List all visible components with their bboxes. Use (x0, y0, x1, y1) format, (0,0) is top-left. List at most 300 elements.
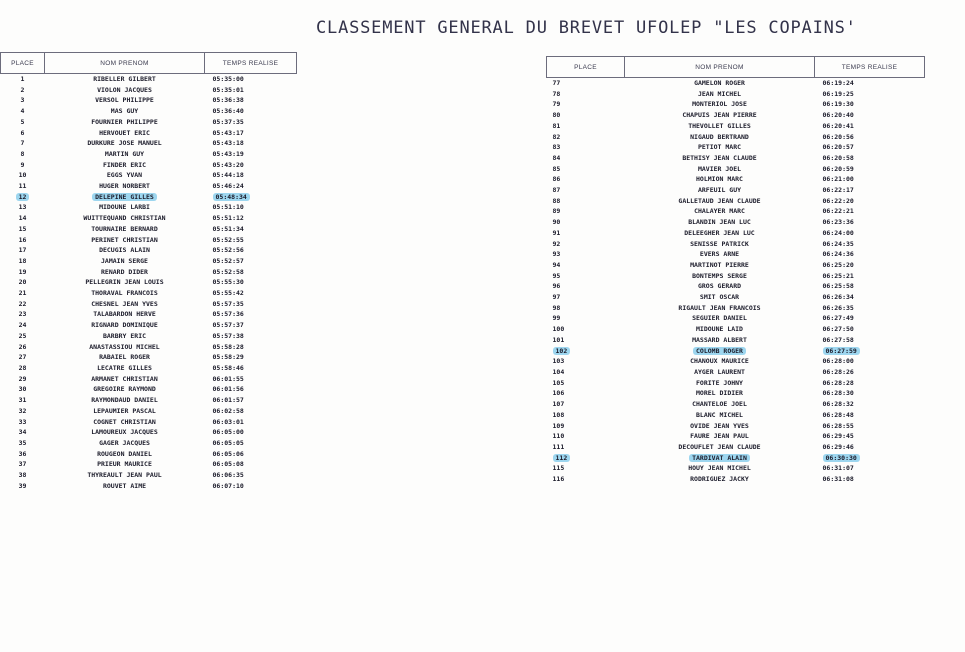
place-cell-text: 102 (553, 347, 571, 355)
name-cell-text: SMIT OSCAR (699, 293, 740, 302)
name-cell-text: GAGER JACQUES (99, 438, 150, 447)
place-cell (547, 410, 625, 421)
time-cell (815, 89, 925, 100)
name-cell (625, 367, 815, 378)
table-row (1, 170, 297, 181)
time-cell (815, 367, 925, 378)
time-cell (815, 474, 925, 485)
place-cell (1, 449, 45, 460)
time-cell (815, 313, 925, 324)
name-cell-text: MOREL DIDIER (696, 389, 743, 398)
time-cell (205, 170, 297, 181)
place-cell-text: 105 (552, 378, 565, 387)
place-cell (1, 245, 45, 256)
place-cell (1, 128, 45, 139)
table-row (547, 292, 925, 303)
time-cell (205, 149, 297, 160)
place-cell-text: 83 (552, 143, 561, 152)
name-cell-text: CHESNEL JEAN YVES (91, 299, 158, 308)
place-cell (547, 399, 625, 410)
place-cell-text: 6 (20, 128, 25, 137)
place-cell-text: 80 (552, 111, 561, 120)
table-row (1, 438, 297, 449)
table-row (1, 117, 297, 128)
place-cell-text: 18 (18, 256, 27, 265)
name-cell (45, 427, 205, 438)
name-cell (45, 374, 205, 385)
name-cell (45, 192, 205, 203)
place-cell-text: 107 (552, 400, 565, 409)
table-row (1, 288, 297, 299)
name-cell-text: CHANTELOE JOEL (692, 400, 747, 409)
time-cell-text: 06:05:05 (212, 438, 244, 447)
column-header-place: PLACE (1, 53, 45, 74)
time-cell-text: 05:46:24 (212, 182, 244, 191)
name-cell-text: BLANC MICHEL (696, 410, 743, 419)
time-cell-text: 06:28:32 (822, 400, 854, 409)
time-cell (815, 142, 925, 153)
name-cell-text: DURKURE JOSE MANUEL (87, 139, 162, 148)
name-cell (45, 245, 205, 256)
name-cell-text: BARBRY ERIC (102, 331, 147, 340)
name-cell (45, 320, 205, 331)
place-cell (547, 239, 625, 250)
place-cell-text: 93 (552, 250, 561, 259)
place-cell (547, 463, 625, 474)
time-cell-text: 06:19:24 (822, 79, 854, 87)
table-row (547, 121, 925, 132)
place-cell-text: 116 (552, 475, 565, 484)
time-cell (205, 192, 297, 203)
name-cell (45, 481, 205, 492)
time-cell-text: 05:51:10 (212, 203, 244, 212)
name-cell-text: PERINET CHRISTIAN (91, 235, 158, 244)
place-cell (1, 459, 45, 470)
time-cell-text: 05:55:30 (212, 278, 244, 287)
name-cell (625, 110, 815, 121)
name-cell (625, 89, 815, 100)
name-cell-text: OVIDE JEAN YVES (690, 421, 749, 430)
time-cell-text: 06:24:35 (822, 239, 854, 248)
name-cell (45, 406, 205, 417)
place-cell (547, 335, 625, 346)
name-cell-text: PELLEGRIN JEAN LOUIS (85, 278, 164, 287)
place-cell-text: 22 (18, 299, 27, 308)
place-cell (1, 170, 45, 181)
column-header-place: PLACE (547, 57, 625, 78)
place-cell (1, 235, 45, 246)
time-cell (815, 121, 925, 132)
place-cell (1, 481, 45, 492)
place-cell (1, 342, 45, 353)
table-row (1, 256, 297, 267)
name-cell (45, 470, 205, 481)
table-row (1, 395, 297, 406)
place-cell-text: 82 (552, 132, 561, 141)
place-cell-text: 33 (18, 417, 27, 426)
name-cell-text: RAYMONDAUD DANIEL (91, 396, 158, 405)
name-cell-text: GREGOIRE RAYMOND (93, 385, 156, 394)
name-cell (625, 239, 815, 250)
name-cell (45, 74, 205, 85)
time-cell-text: 06:20:41 (822, 121, 854, 130)
name-cell (45, 331, 205, 342)
name-cell (45, 417, 205, 428)
time-cell-text: 06:07:10 (212, 481, 244, 490)
time-cell-text: 06:26:34 (822, 293, 854, 302)
name-cell-text: DECOUFLET JEAN CLAUDE (678, 442, 761, 451)
name-cell-text: LEPAUMIER PASCAL (93, 406, 156, 415)
name-cell (625, 410, 815, 421)
column-header-time: TEMPS REALISE (205, 53, 297, 74)
place-cell-text: 39 (18, 481, 27, 490)
place-cell-text: 37 (18, 460, 27, 469)
place-cell (1, 363, 45, 374)
place-cell (1, 309, 45, 320)
time-cell (815, 303, 925, 314)
time-cell-text: 06:27:49 (822, 314, 854, 323)
table-row (547, 185, 925, 196)
time-cell (205, 277, 297, 288)
time-cell-text: 06:19:30 (822, 100, 854, 109)
time-cell-text: 06:25:21 (822, 271, 854, 280)
name-cell-text: THYREAULT JEAN PAUL (87, 471, 162, 480)
time-cell-text: 05:44:18 (212, 171, 244, 180)
place-cell-text: 23 (18, 310, 27, 319)
table-header-row (1, 53, 297, 74)
place-cell-text: 106 (552, 389, 565, 398)
place-cell-text: 32 (18, 406, 27, 415)
place-cell-text: 26 (18, 342, 27, 351)
table-row (547, 217, 925, 228)
name-cell-text: EGGS YVAN (106, 171, 143, 180)
name-cell (45, 267, 205, 278)
name-cell (625, 78, 815, 89)
time-cell-text: 05:35:01 (212, 85, 244, 94)
name-cell-text: AYGER LAURENT (694, 367, 745, 376)
time-cell-text: 06:28:28 (822, 378, 854, 387)
time-cell-text: 06:23:36 (822, 218, 854, 227)
time-cell-text: 06:30:30 (823, 454, 860, 462)
time-cell (205, 374, 297, 385)
place-cell-text: 35 (18, 438, 27, 447)
place-cell-text: 115 (552, 464, 565, 473)
table-row (1, 459, 297, 470)
place-cell-text: 79 (552, 100, 561, 109)
time-cell-text: 05:58:29 (212, 353, 244, 362)
time-cell-text: 06:22:17 (822, 186, 854, 195)
place-cell (547, 346, 625, 357)
name-cell-text: ROUVET AIME (102, 481, 147, 490)
place-cell-text: 1 (20, 75, 25, 83)
name-cell-text: MARTINOT PIERRE (690, 260, 749, 269)
time-cell-text: 06:20:59 (822, 164, 854, 173)
place-cell-text: 90 (552, 218, 561, 227)
name-cell (45, 170, 205, 181)
column-header-time: TEMPS REALISE (815, 57, 925, 78)
place-cell-text: 85 (552, 164, 561, 173)
time-cell (815, 239, 925, 250)
name-cell (45, 128, 205, 139)
time-cell (205, 481, 297, 492)
place-cell-text: 4 (20, 107, 25, 116)
name-cell-text: THORAVAL FRANCOIS (91, 289, 158, 298)
time-cell (205, 320, 297, 331)
place-cell-text: 3 (20, 96, 25, 105)
time-cell (205, 224, 297, 235)
time-cell (815, 324, 925, 335)
place-cell (547, 271, 625, 282)
place-cell-text: 110 (552, 432, 565, 441)
place-cell (547, 249, 625, 260)
table-row (547, 335, 925, 346)
place-cell-text: 13 (18, 203, 27, 212)
time-cell-text: 06:05:08 (212, 460, 244, 469)
time-cell (815, 99, 925, 110)
place-cell (547, 228, 625, 239)
table-row (1, 374, 297, 385)
name-cell-text: RENARD DIDER (101, 267, 148, 276)
table-row (1, 224, 297, 235)
name-cell-text: TOURNAIRE BERNARD (91, 224, 158, 233)
place-cell-text: 111 (552, 442, 565, 451)
place-cell-text: 31 (18, 396, 27, 405)
place-cell-text: 25 (18, 331, 27, 340)
time-cell (815, 378, 925, 389)
time-cell (205, 288, 297, 299)
time-cell (205, 117, 297, 128)
time-cell (205, 438, 297, 449)
place-cell-text: 109 (552, 421, 565, 430)
table-header-row (547, 57, 925, 78)
time-cell-text: 05:58:28 (212, 342, 244, 351)
name-cell-text: RABAIEL ROGER (99, 353, 150, 362)
column-header-name: NOM PRENOM (625, 57, 815, 78)
name-cell (45, 138, 205, 149)
place-cell (547, 217, 625, 228)
time-cell-text: 06:28:55 (822, 421, 854, 430)
name-cell (625, 153, 815, 164)
place-cell (547, 196, 625, 207)
time-cell-text: 06:25:20 (822, 260, 854, 269)
table-row (547, 378, 925, 389)
time-cell-text: 05:52:58 (212, 267, 244, 276)
place-cell-text: 86 (552, 175, 561, 184)
table-row (547, 174, 925, 185)
name-cell (45, 95, 205, 106)
time-cell-text: 06:01:57 (212, 396, 244, 405)
table-row (1, 384, 297, 395)
place-cell (1, 331, 45, 342)
place-cell (1, 427, 45, 438)
name-cell-text: VIOLON JACQUES (97, 85, 152, 94)
place-cell-text: 88 (552, 196, 561, 205)
place-cell-text: 15 (18, 224, 27, 233)
name-cell (625, 228, 815, 239)
time-cell (815, 281, 925, 292)
time-cell (815, 164, 925, 175)
table-row (1, 342, 297, 353)
time-cell-text: 06:24:00 (822, 228, 854, 237)
time-cell-text: 06:22:21 (822, 207, 854, 216)
name-cell-text: RIBELLER GILBERT (93, 75, 156, 83)
place-cell (547, 206, 625, 217)
time-cell-text: 05:43:20 (212, 160, 244, 169)
time-cell-text: 05:48:34 (213, 193, 250, 201)
time-cell-text: 05:43:17 (212, 128, 244, 137)
place-cell (547, 421, 625, 432)
time-cell (205, 395, 297, 406)
table-row (547, 110, 925, 121)
place-cell (1, 384, 45, 395)
time-cell (205, 235, 297, 246)
name-cell-text: RODRIGUEZ JACKY (690, 475, 749, 484)
place-cell-text: 95 (552, 271, 561, 280)
time-cell-text: 05:36:38 (212, 96, 244, 105)
name-cell (625, 142, 815, 153)
time-cell (205, 95, 297, 106)
place-cell-text: 7 (20, 139, 25, 148)
table-row (547, 421, 925, 432)
table-row (547, 142, 925, 153)
time-cell-text: 06:27:58 (822, 335, 854, 344)
place-cell (1, 85, 45, 96)
place-cell (1, 438, 45, 449)
place-cell-text: 34 (18, 428, 27, 437)
table-row (1, 427, 297, 438)
time-cell (815, 463, 925, 474)
name-cell-text: RIGNARD DOMINIQUE (91, 321, 158, 330)
time-cell (205, 299, 297, 310)
name-cell-text: DELEPINE GILLES (92, 193, 157, 201)
place-cell-text: 99 (552, 314, 561, 323)
name-cell-text: COLOMB ROGER (693, 347, 746, 355)
place-cell (1, 395, 45, 406)
table-row (1, 85, 297, 96)
time-cell-text: 06:22:20 (822, 196, 854, 205)
name-cell-text: GALLETAUD JEAN CLAUDE (678, 196, 761, 205)
place-cell-text: 14 (18, 214, 27, 223)
name-cell-text: MARTIN GUY (104, 149, 145, 158)
name-cell-text: GROS GERARD (697, 282, 742, 291)
time-cell (205, 459, 297, 470)
name-cell (45, 395, 205, 406)
time-cell-text: 06:29:45 (822, 432, 854, 441)
time-cell (815, 206, 925, 217)
name-cell-text: ARFEUIL GUY (697, 186, 742, 195)
name-cell (625, 356, 815, 367)
table-row (547, 239, 925, 250)
name-cell-text: JEAN MICHEL (697, 89, 742, 98)
time-cell (205, 267, 297, 278)
place-cell (1, 138, 45, 149)
place-cell (547, 99, 625, 110)
table-row (1, 181, 297, 192)
name-cell (45, 288, 205, 299)
time-cell (205, 74, 297, 85)
time-cell (815, 453, 925, 464)
name-cell-text: PRIEUR MAURICE (97, 460, 152, 469)
table-row (547, 388, 925, 399)
place-cell-text: 91 (552, 228, 561, 237)
name-cell (45, 235, 205, 246)
name-cell (45, 224, 205, 235)
time-cell-text: 06:25:58 (822, 282, 854, 291)
place-cell-text: 87 (552, 186, 561, 195)
table-row (1, 352, 297, 363)
place-cell-text: 38 (18, 471, 27, 480)
time-cell-text: 06:31:08 (822, 475, 854, 484)
table-row (1, 202, 297, 213)
place-cell-text: 28 (18, 363, 27, 372)
table-row (547, 260, 925, 271)
name-cell (45, 256, 205, 267)
name-cell-text: JAMAIN SERGE (101, 256, 148, 265)
time-cell-text: 06:20:57 (822, 143, 854, 152)
time-cell (205, 384, 297, 395)
time-cell-text: 06:29:46 (822, 442, 854, 451)
table-row (1, 331, 297, 342)
name-cell (45, 202, 205, 213)
table-row (547, 153, 925, 164)
time-cell-text: 05:57:35 (212, 299, 244, 308)
time-cell-text: 05:52:56 (212, 246, 244, 255)
place-cell (547, 367, 625, 378)
name-cell (45, 160, 205, 171)
table-row (1, 481, 297, 492)
table-row (547, 249, 925, 260)
time-cell (205, 427, 297, 438)
place-cell-text: 17 (18, 246, 27, 255)
name-cell (625, 206, 815, 217)
time-cell (205, 309, 297, 320)
time-cell (815, 185, 925, 196)
table-row (1, 449, 297, 460)
table-row (547, 442, 925, 453)
place-cell (1, 117, 45, 128)
name-cell-text: MASSARD ALBERT (692, 335, 747, 344)
table-row (547, 271, 925, 282)
table-row (1, 309, 297, 320)
table-row (547, 453, 925, 464)
name-cell-text: HERVOUET ERIC (99, 128, 150, 137)
place-cell (1, 74, 45, 85)
time-cell-text: 06:28:26 (822, 367, 854, 376)
table-row (547, 78, 925, 89)
place-cell (1, 288, 45, 299)
table-row (547, 99, 925, 110)
name-cell (45, 85, 205, 96)
time-cell-text: 05:58:46 (212, 363, 244, 372)
place-cell-text: 12 (16, 193, 30, 201)
time-cell-text: 06:01:56 (212, 385, 244, 394)
name-cell (45, 363, 205, 374)
name-cell-text: ROUGEON DANIEL (97, 449, 152, 458)
name-cell-text: MAS GUY (110, 107, 139, 116)
time-cell-text: 06:28:48 (822, 410, 854, 419)
place-cell (547, 324, 625, 335)
place-cell (547, 174, 625, 185)
name-cell-text: SEGUIER DANIEL (692, 314, 747, 323)
time-cell (815, 260, 925, 271)
time-cell-text: 06:24:36 (822, 250, 854, 259)
time-cell-text: 06:28:00 (822, 357, 854, 366)
table-row (1, 149, 297, 160)
time-cell-text: 05:55:42 (212, 289, 244, 298)
name-cell (45, 299, 205, 310)
ranking-table-right (546, 56, 925, 485)
place-cell (1, 406, 45, 417)
